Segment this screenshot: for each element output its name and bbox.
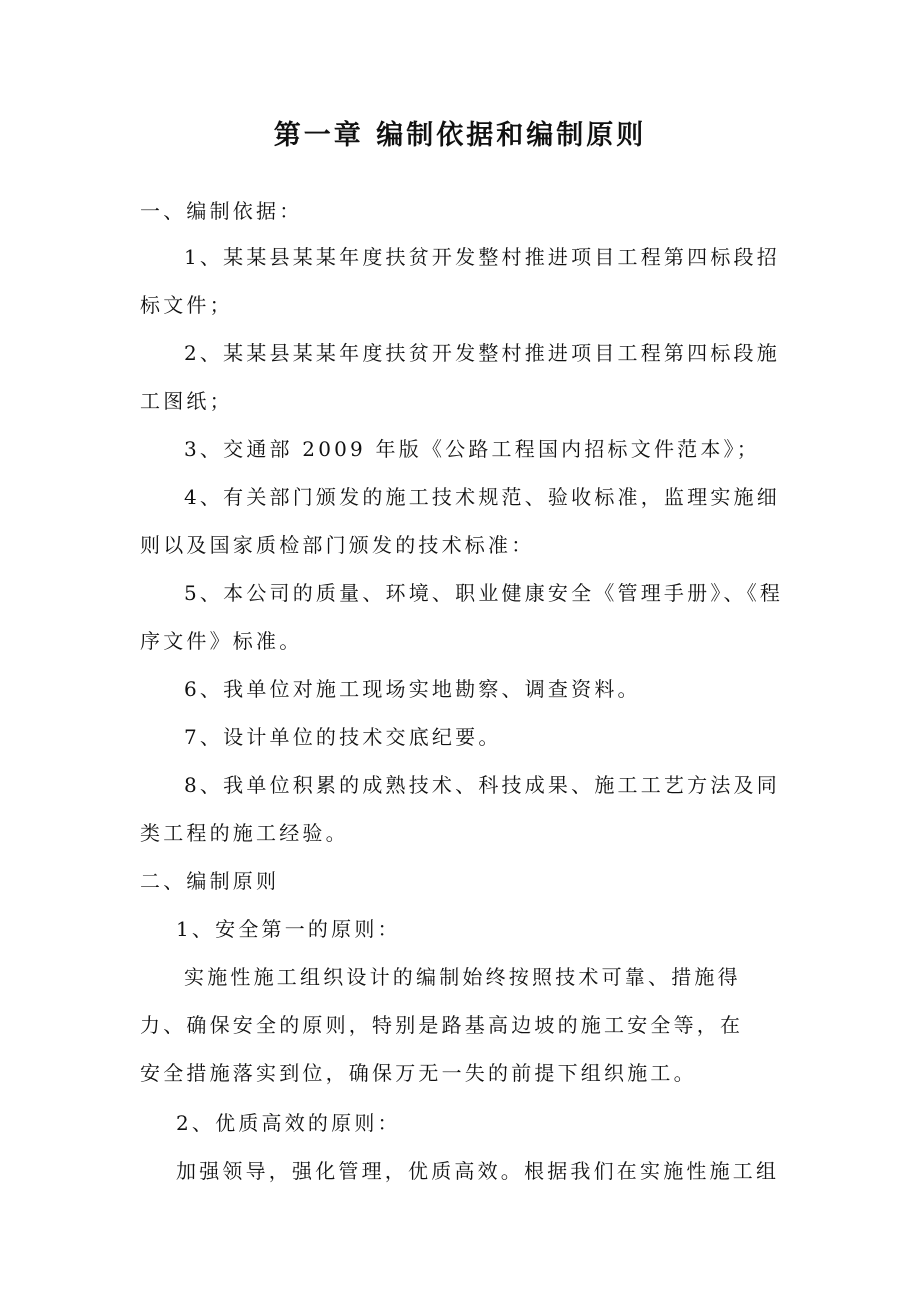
item4-line2: 则以及国家质检部门颁发的技术标准： [140, 533, 535, 557]
chapter-title: 第一章 编制依据和编制原则 [273, 120, 647, 151]
item1-line2: 标文件； [140, 293, 233, 317]
section2-heading: 二、编制原则 [140, 869, 280, 893]
item1-line1: 1、某某县某某年度扶贫开发整村推进项目工程第四标段招 [184, 245, 780, 269]
item7-line1: 7、设计单位的技术交底纪要。 [184, 725, 502, 749]
sub1-line2: 力、确保安全的原则，特别是路基高边坡的施工安全等，在 [140, 1013, 744, 1037]
item2-line1: 2、某某县某某年度扶贫开发整村推进项目工程第四标段施 [184, 341, 780, 365]
item8-line2: 类工程的施工经验。 [140, 821, 349, 845]
item4-line1: 4、有关部门颁发的施工技术规范、验收标准，监理实施细 [184, 485, 780, 509]
sub1-title: 1、安全第一的原则： [176, 917, 401, 941]
item5-line1: 5、本公司的质量、环境、职业健康安全《管理手册》、《程 [184, 581, 784, 605]
item8-line1: 8、我单位积累的成熟技术、科技成果、施工工艺方法及同 [184, 773, 780, 797]
sub2-title: 2、优质高效的原则： [176, 1111, 401, 1135]
item2-line2: 工图纸； [140, 389, 233, 413]
item3-line1: 3、交通部 2009 年版《公路工程国内招标文件范本》； [184, 437, 760, 461]
section1-heading: 一、编制依据： [140, 199, 303, 223]
sub1-line3: 安全措施落实到位，确保万无一失的前提下组织施工。 [140, 1061, 697, 1085]
sub1-line1: 实施性施工组织设计的编制始终按照技术可靠、措施得 [184, 965, 741, 989]
sub2-line1: 加强领导，强化管理，优质高效。根据我们在实施性施工组 [176, 1159, 780, 1183]
item5-line2: 序文件》标准。 [140, 629, 303, 653]
item6-line1: 6、我单位对施工现场实地勘察、调查资料。 [184, 677, 641, 701]
